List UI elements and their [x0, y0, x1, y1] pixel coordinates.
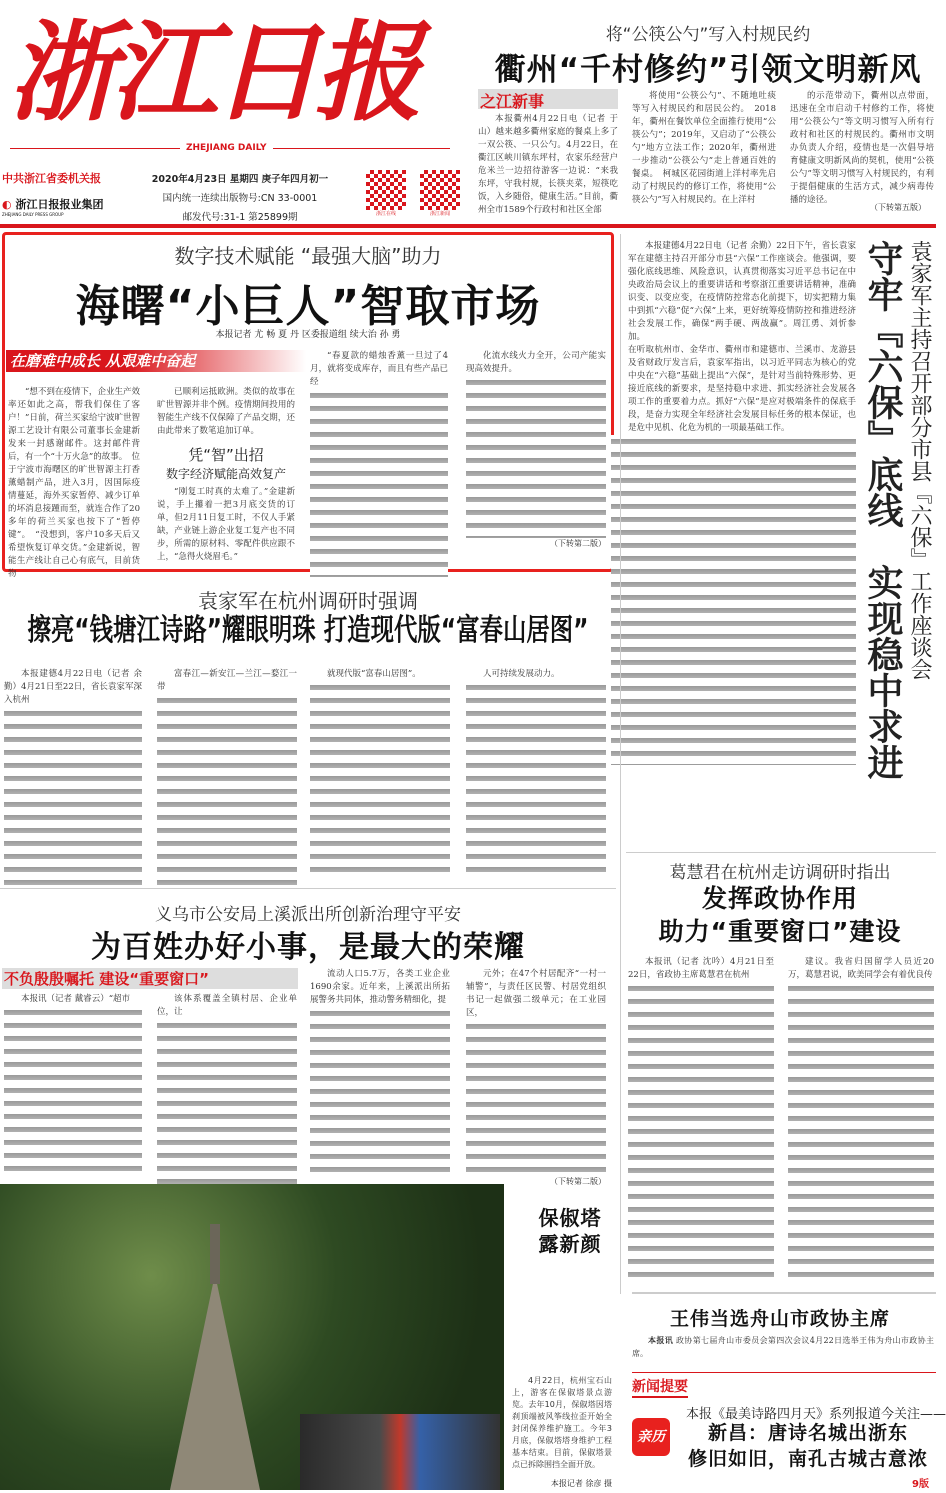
top-story-col2: 将使用“公筷公勺”、不随地吐痰等写入村规民约和居民公约。 2018年，衢州在餐饮单位全面推行使用“公筷公勺”；2019年，又启动了“公筷公勺”地方立法工作；2020年，衢州进一步推动“公筷公勺”走上普通百姓的餐桌。 柯城区花园街道上洋村率先启动了村规民约的修订工作，将使用“公筷公勺”写入村规民约。在上洋村	[632, 91, 776, 205]
right-story-vertical-subtitle: 袁家军主持召开部分市县『六保』工作座谈会	[907, 240, 932, 680]
top-story-subtitle: 将“公筷公勺”写入村规民约	[605, 25, 811, 45]
wang-body: 本报讯 政协第七届舟山市委员会第四次会议4月22日选举王伟为舟山市政协主席。	[632, 1335, 934, 1358]
yiwu-story-title[interactable]: 为百姓办好小事，是最大的荣耀	[91, 930, 525, 965]
middle-col1: 本报建德4月22日电（记者 余勤）4月21日至22日，省长袁家军深入杭州	[4, 669, 142, 705]
feature-byline: 本报记者 尤 畅 夏 丹 区委报道组 续大治 孙 勇	[215, 330, 401, 340]
press-group-logo: ◐ 浙江日报报业集团 ZHEJIANG DAILY PRESS GROUP	[2, 198, 104, 217]
middle-story-title[interactable]: 擦亮“钱塘江诗路”耀眼明珠 打造现代版“富春山居图”	[27, 613, 589, 648]
issue-date: 2020年4月23日 星期四 庚子年四月初一	[151, 174, 329, 185]
feature-title[interactable]: 海曙“小巨人”智取市场	[75, 281, 541, 332]
feature-subtitle: 数字技术赋能 “最强大脑”助力	[174, 244, 442, 268]
digest-page-ref[interactable]: 9版	[912, 1479, 929, 1490]
feature-col2b: “刚复工时真的太难了。”金建新说，手上攥着一把3月底交货的订单，但2月11日复工时，不仅人手紧缺，产业链上游企业复工复产也不同步，所需的原材料、零配件供应跟不上，“急得火烧眉毛。”	[157, 487, 295, 562]
turn-page-note[interactable]: （下转第二版）	[550, 539, 606, 548]
digest-title[interactable]: 新昌：唐诗名城出浙东 修旧如旧，南孔古城古意浓	[687, 1422, 928, 1470]
feature-col1: “想不到在疫情下，企业生产效率还如此之高，帮我们保住了客户！”日前，荷兰买家给宁波旷世智源工艺设计有限公司董事长金建新发来一封感谢邮件。这封邮件背后，有一个“十万火急”的故事。 位于宁波市海曙区的旷世智源主打香薰蜡制产品，进入3月，因国际疫情蔓延，海外买家暂停、减少订单的坏消息接踵而至，就连合作了20多年的荷兰买家也按下了“暂停键”。 “没想到，客户10多天后又希望恢复订单交货。”金建新说，智能生产线让自己心有底气，目前货物	[8, 387, 140, 579]
top-story-title[interactable]: 衢州“千村修约”引领文明新风	[494, 52, 922, 88]
photo-credit: 本报记者 徐彦 摄	[550, 1479, 612, 1488]
yiwu-col4: 元外；在47个村居配齐“一村一辅警”，与责任区民警、村居党组织书记一起做强二级单元；在工业园区，	[466, 969, 606, 1018]
middle-story-subtitle: 袁家军在杭州调研时强调	[198, 589, 418, 613]
feature-col3: “春夏款的蜡烛香薰一旦过了4月，就将变成库存，而且有些产品已经	[310, 351, 448, 387]
column-label: 之江新事	[478, 89, 618, 109]
right-story-lead: 本报建德4月22日电（记者 余勤）22日下午，省长袁家军在建德主持召开部分市县“六保”工作座谈会。他强调，要强化底线思维、风险意识，认真贯彻落实习近平总书记在中央政治局会议上的重要讲话和考察浙江重要讲话精神，准确识变、以变应变，在疫情防控常态化前提下，切实把精力集中到抓“六稳”促“六保”上来，更好统筹疫情防控和推进经济社会发展工作，确保“两手硬、两战赢”。周江勇、刘忻参加。 在听取杭州市、金华市、衢州市和建德市、兰溪市、龙游县及省财政厅发言后，袁家军指出，以习近平同志为核心的党中央在“六稳”基础上提出“六保”，是针对当前特殊形势、更接近底线的新要求，是坚持稳中求进、抓实经济社会发展各项工作的重要着力点。抓好“六保”是应对极端条件的保底手段，是奋力实现全年经济社会发展目标任务的根本保证，也是危中见机、化危为机的一项最基础工作。	[628, 240, 856, 850]
yiwu-col3: 流动人口5.7万，各类工业企业1690余家。近年来，上溪派出所拓展警务共同体，推动警务精细化，提	[310, 969, 450, 1005]
turn-page-note[interactable]: （下转第二版）	[550, 1177, 606, 1186]
right-story-vertical-title[interactable]: 守牢『六保』底线 实现稳中求进	[862, 240, 903, 780]
top-story-col1: 本报衢州4月22日电（记者 于山）越来越多衢州家庭的餐桌上多了一双公筷、一只公勺。4月22日，在衢江区峡川镇东坪村，农家乐经营户危米兰一边招待游客一边说：“来我东坪，守我村规，长筷夹菜，短筷吃饭，入乡随俗，健康生活。”目前，衢州全市1589个行政村和社区全部	[478, 114, 618, 215]
wang-title[interactable]: 王伟当选舟山市政协主席	[669, 1308, 890, 1330]
english-name: ZHEJIANG DAILY	[180, 143, 273, 153]
photo-title: 保俶塔 露新颜	[538, 1206, 602, 1256]
digest-label: 新闻提要	[632, 1376, 688, 1398]
feature-subhead: 凭“智”出招 数字经济赋能高效复产	[165, 446, 286, 481]
photo-caption: 4月22日，杭州宝石山上，游客在保俶塔景点游览。去年10月，保俶塔因塔刹顶端被风筝线拉歪开始全封闭保养维护施工。今年3月底，保俶塔塔身维护工程基本结束。目前，保俶塔景点已拆除围挡全面开放。	[512, 1376, 612, 1469]
app-icon[interactable]: 亲历	[632, 1418, 670, 1456]
yiwu-col2: 该体系覆盖全镇村居、企业单位，让	[157, 994, 297, 1017]
feature-col4: 化流水线火力全开，公司产能实现高效提升。	[466, 351, 606, 374]
post-code: 邮发代号:31-1 第25899期	[182, 212, 298, 223]
pagoda-photo	[0, 1184, 504, 1490]
masthead-logo: 浙江日报	[8, 10, 417, 136]
ge-col2: 建议。我省归国留学人员近20万，葛慧君说，欧美同学会有着优良传	[788, 957, 934, 980]
ge-story-title[interactable]: 发挥政协作用 助力“重要窗口”建设	[658, 884, 902, 946]
qr-code-zjol[interactable]: 浙江在线	[366, 170, 406, 218]
ge-col1: 本报讯（记者 沈吟）4月21日至22日，省政协主席葛慧君在杭州	[628, 957, 774, 980]
ge-story-subtitle: 葛慧君在杭州走访调研时指出	[669, 863, 891, 883]
middle-col3: 就现代版“富春山居图”。	[327, 669, 421, 679]
middle-col4: 人可持续发展动力。	[483, 669, 560, 679]
qr-code-zjnews[interactable]: 浙江新闻	[420, 170, 460, 218]
feature-col2a: 已顺利运抵欧洲。类似的故事在旷世智源并非个例。疫情期间投用的智能生产线不仅保障了产品交期，还由此带来了数笔追加订单。	[157, 387, 295, 436]
middle-col2: 富春江—新安江—兰江—婺江一带	[157, 669, 297, 692]
feature-banner: 在磨难中成长 从艰难中奋起	[6, 350, 306, 372]
yiwu-banner: 不负殷殷嘱托 建设“重要窗口”	[2, 968, 298, 989]
organ-label: 中共浙江省委机关报	[2, 172, 101, 185]
yiwu-story-subtitle: 义乌市公安局上溪派出所创新治理守平安	[155, 905, 461, 925]
turn-page-note[interactable]: （下转第五版）	[870, 203, 926, 212]
digest-subtitle: 本报《最美诗路四月天》系列报道今关注——	[686, 1407, 946, 1422]
yiwu-col1: 本报讯（记者 戴睿云）“超市	[21, 994, 131, 1004]
cn-number: 国内统一连续出版物号:CN 33-0001	[162, 193, 318, 204]
top-story-col3: 的示范带动下，衢州以点带面，迅速在全市启动千村修约工作，将使用“公筷公勺”等文明习惯写入所有行政村和社区的村规民约。衢州市文明办负责人介绍，疫情也是一次倡导培育健康文明新风尚的契机，使用“公筷公勺”等文明习惯写入村规民约，有利于提倡健康的生活方式，减少病毒传播的途径。	[790, 91, 934, 205]
